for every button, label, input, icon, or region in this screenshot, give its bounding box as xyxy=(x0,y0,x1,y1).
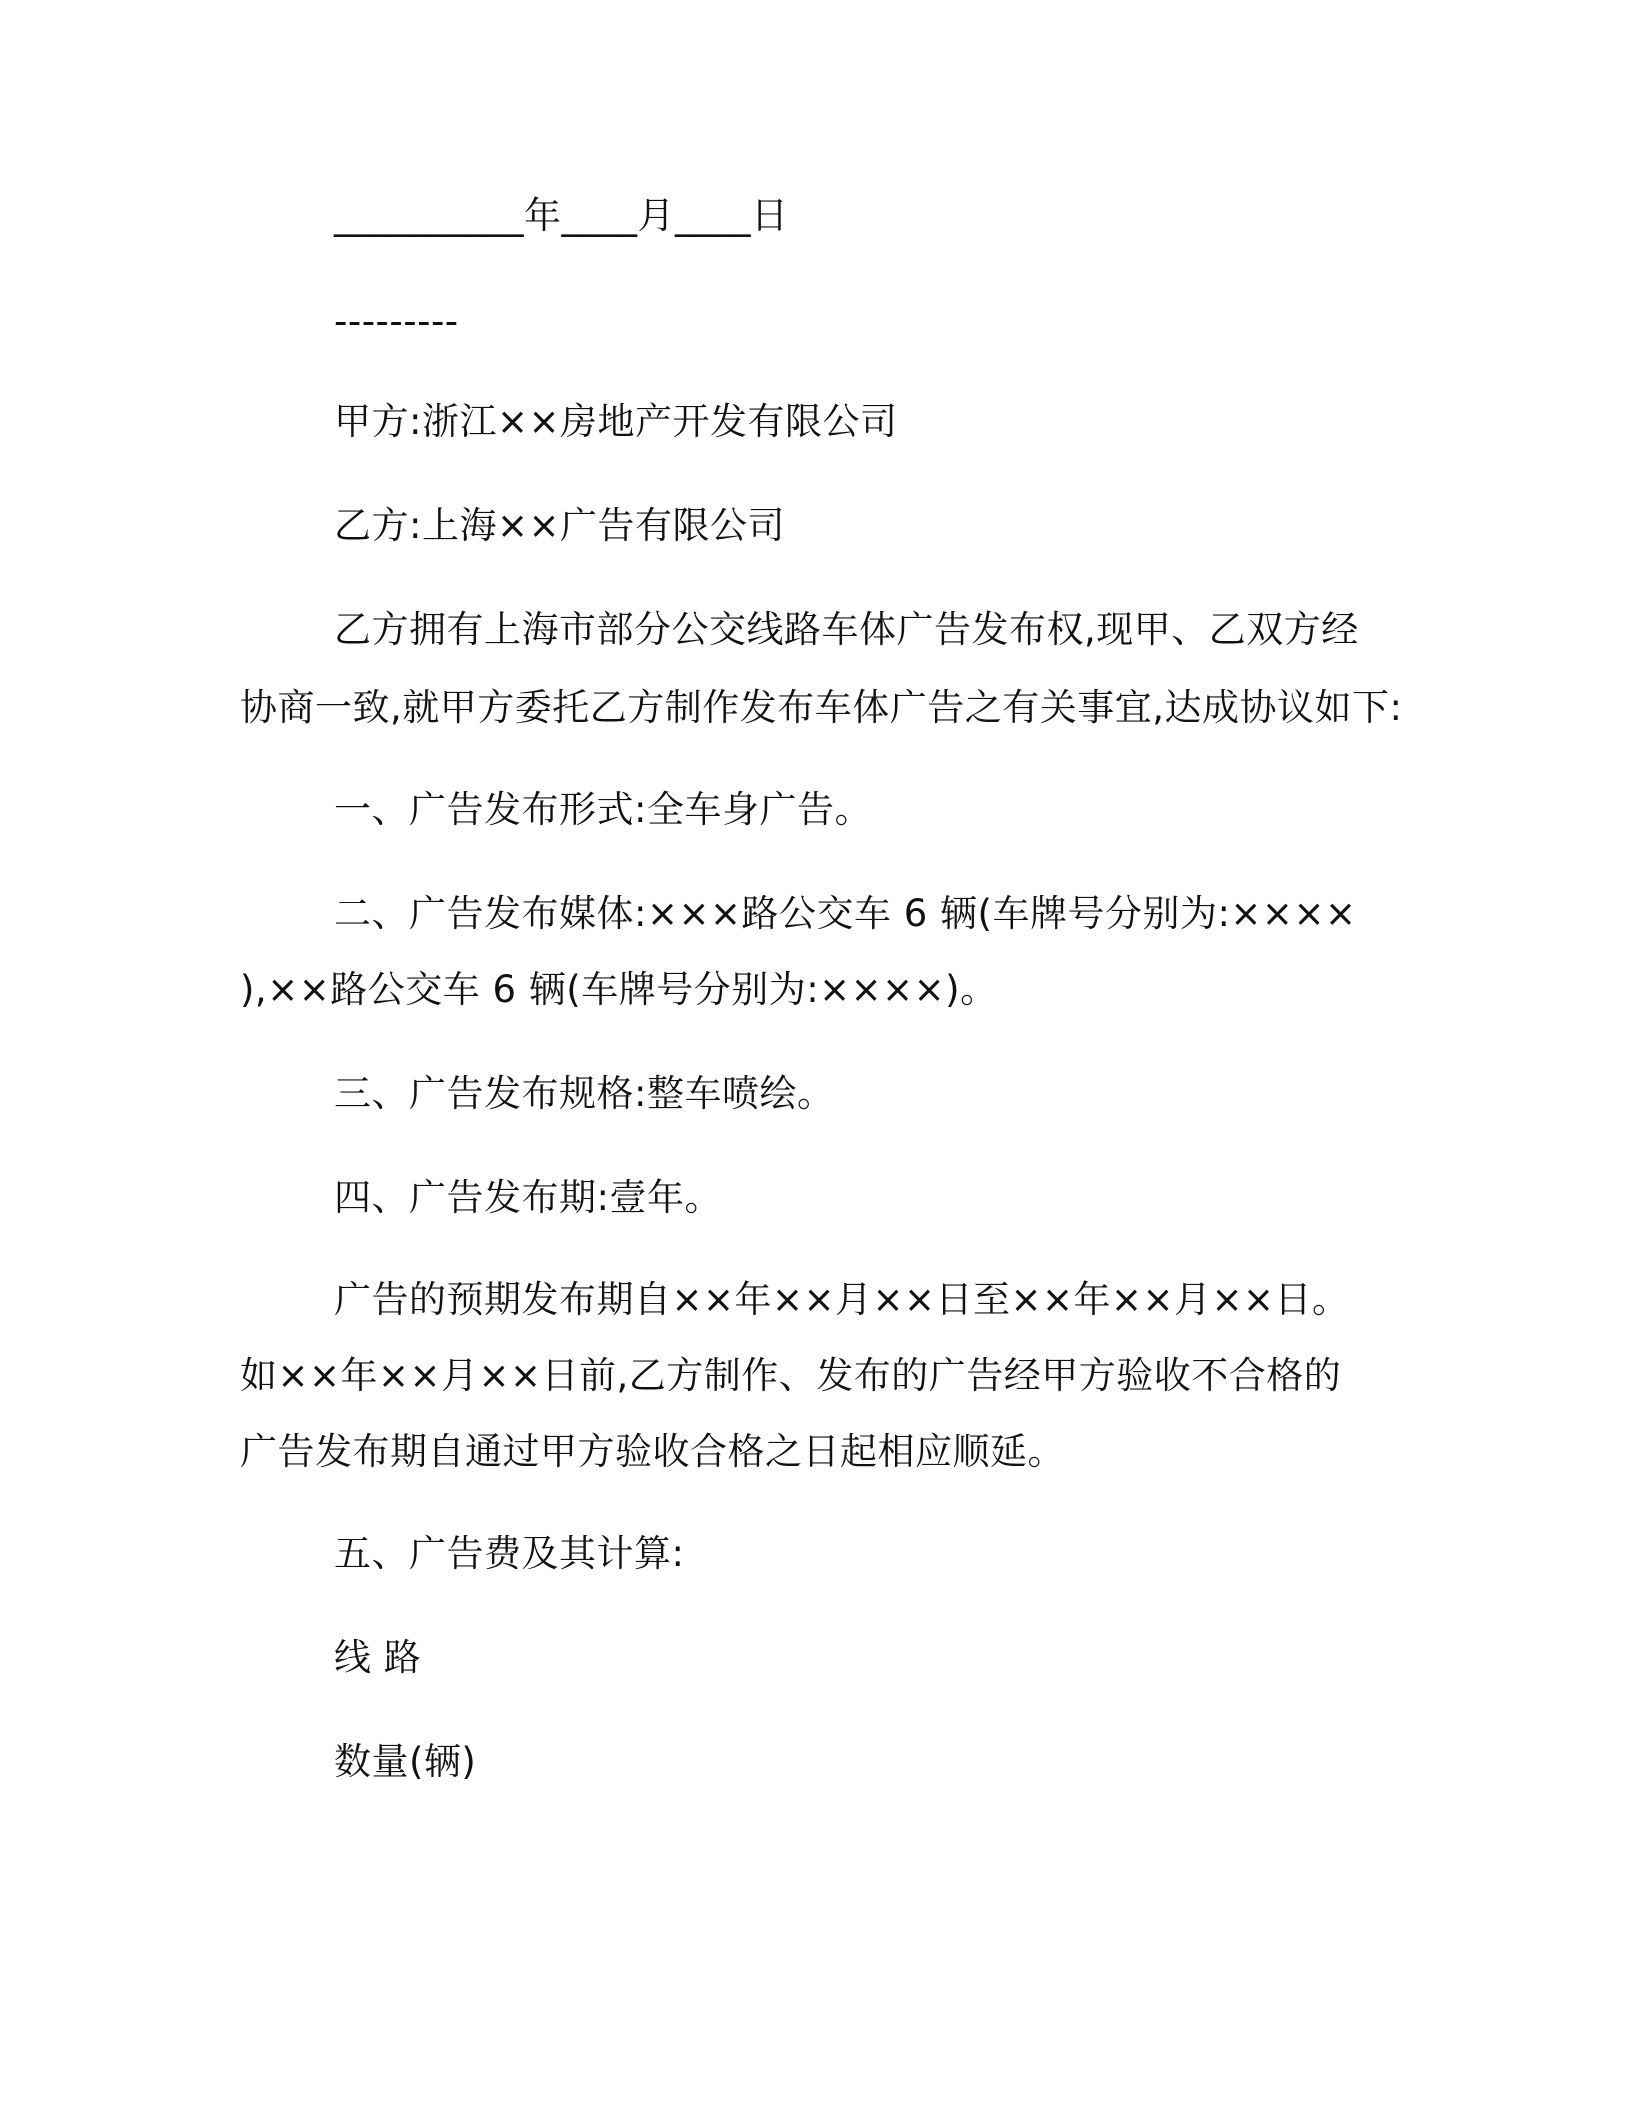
clause-5: 五、广告费及其计算: xyxy=(334,1532,685,1575)
intro-line-1: 乙方拥有上海市部分公交线路车体广告发布权,现甲、乙双方经 xyxy=(334,608,1359,651)
intro-line-2: 协商一致,就甲方委托乙方制作发布车体广告之有关事宜,达成协议如下: xyxy=(240,686,1403,729)
clause-1: 一、广告发布形式:全车身广告。 xyxy=(334,788,872,831)
clause-4-detail-line-1: 广告的预期发布期自××年××月××日至××年××月××日。 xyxy=(334,1278,1350,1321)
party-b: 乙方:上海××广告有限公司 xyxy=(334,504,785,547)
clause-2-line-2: ),××路公交车 6 辆(车牌号分别为:××××)。 xyxy=(240,968,998,1011)
clause-3: 三、广告发布规格:整车喷绘。 xyxy=(334,1072,835,1115)
party-a: 甲方:浙江××房地产开发有限公司 xyxy=(334,400,898,443)
clause-4-detail-line-3: 广告发布期自通过甲方验收合格之日起相应顺延。 xyxy=(240,1430,1065,1473)
clause-4-detail-line-2: 如××年××月××日前,乙方制作、发布的广告经甲方验收不合格的 xyxy=(240,1354,1342,1397)
table-header-route: 线 路 xyxy=(334,1636,422,1679)
table-header-quantity: 数量(辆) xyxy=(334,1740,477,1783)
separator-line: --------- xyxy=(334,300,459,343)
date-line: __________年____月____日 xyxy=(334,194,789,237)
clause-4: 四、广告发布期:壹年。 xyxy=(334,1176,722,1219)
clause-2-line-1: 二、广告发布媒体:×××路公交车 6 辆(车牌号分别为:×××× xyxy=(334,892,1357,935)
